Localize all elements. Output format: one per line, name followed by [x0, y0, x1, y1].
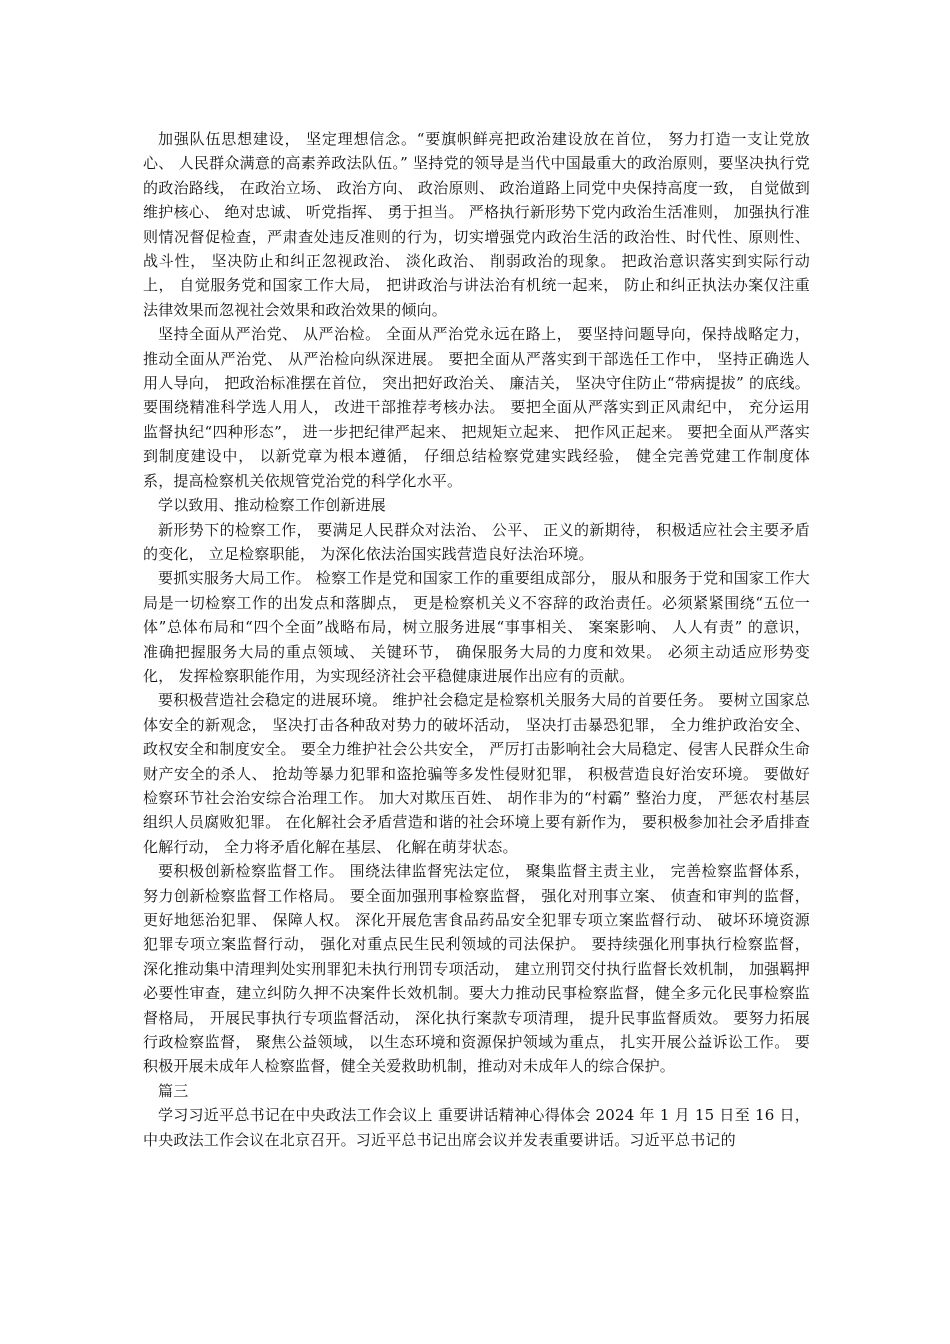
paragraph-team-building: 加强队伍思想建设， 坚定理想信念。“要旗帜鲜亮把政治建设放在首位， 努力打造一支让党放心、 人民群众满意的高素养政法队伍。” 坚持党的领导是当代中国最重大的政治原则，要坚决执行党的政治路线， 在政治立场、 政治方向、 政治原则、 政治道路上同党中央保持高度一致， 自觉做到维护核心、 绝对忠诚、 听党指挥、 勇于担当。 严格执行新形势下党内政治生活准则， 加强执行准则情况督促检查，严肃查处违反准则的行为，切实增强党内政治生活的政治性、时代性、原则性、 战斗性， 坚决防止和纠正忽视政治、 淡化政治、 削弱政治的现象。 把政治意识落实到实际行动上， 自觉服务党和国家工作大局， 把讲政治与讲法治有机统一起来， 防止和纠正执法办案仅注重法律效果而忽视社会效果和政治效果的倾向。: [143, 130, 810, 319]
paragraph-new-situation: 新形势下的检察工作， 要满足人民群众对法治、 公平、 正义的新期待， 积极适应社会主要矛盾的变化， 立足检察职能， 为深化依法治国实践营造良好法治环境。: [143, 520, 810, 563]
section-heading: 学以致用、推动检察工作创新进展: [158, 496, 387, 515]
paragraph-supervision-innovation: 要积极创新检察监督工作。 围绕法律监督宪法定位， 聚集监督主责主业， 完善检察监督体系， 努力创新检察监督工作格局。 要全面加强刑事检察监督， 强化对刑事立案、 侦查和审判的监督， 更好地惩治犯罪、 保障人权。 深化开展危害食品药品安全犯罪专项立案监督行动、 破坏环境资源犯罪专项立案监督行动， 强化对重点民生民利领域的司法保护。 要持续强化刑事执行检察监督， 深化推动集中清理判处实刑罪犯未执行刑罚专项活动， 建立刑罚交付执行监督长效机制， 加强羁押必要性审查，建立纠防久押不决案件长效机制。要大力推动民事检察监督，健全多元化民事检察监督格局， 开展民事执行专项监督活动， 深化执行案款专项清理， 提升民事监督质效。 要努力拓展行政检察监督， 聚焦公益领域， 以生态环境和资源保护领域为重点， 扎实开展公益诉讼工作。 要积极开展未成年人检察监督，健全关爱救助机制，推动对未成年人的综合保护。: [143, 862, 810, 1076]
paragraph-social-stability: 要积极营造社会稳定的进展环境。 维护社会稳定是检察机关服务大局的首要任务。 要树立国家总体安全的新观念， 坚决打击各种敌对势力的破坏活动， 坚决打击暴恐犯罪， 全力维护政治安全、 政权安全和制度安全。 要全力维护社会公共安全， 严厉打击影响社会大局稳定、侵害人民群众生命财产安全的杀人、 抢劫等暴力犯罪和盗抢骗等多发性侵财犯罪， 积极营造良好治安环境。 要做好检察环节社会治安综合治理工作。 加大对欺压百姓、 胡作非为的“村霸” 整治力度， 严惩农村基层组织人员腐败犯罪。 在化解社会矛盾营造和谐的社会环境上要有新作为， 要积极参加社会矛盾排查化解行动， 全力将矛盾化解在基层、 化解在萌芽状态。: [143, 691, 810, 856]
paragraph-serve-overall: 要抓实服务大局工作。 检察工作是党和国家工作的重要组成部分， 服从和服务于党和国家工作大局是一切检察工作的出发点和落脚点， 更是检察机关义不容辞的政治责任。必须紧紧围绕“五位一体”总体布局和“四个全面”战略布局，树立服务进展“事事相关、 案案影响、 人人有责” 的意识， 准确把握服务大局的重点领域、 关键环节， 确保服务大局的力度和效果。 必须主动适应形势变化， 发挥检察职能作用，为实现经济社会平稳健康进展作出应有的贡献。: [143, 569, 810, 685]
document-body: [143, 127, 810, 1152]
part-three-label: 篇三: [158, 1081, 189, 1100]
paragraph-study-notes: 学习习近平总书记在中央政法工作会议上 重要讲话精神心得体会 2024 年 1 月 15 日至 16 日，中央政法工作会议在北京召开。习近平总书记出席会议并发表重要讲话。习近平总书记的: [143, 1106, 810, 1149]
paragraph-strict-governance: 坚持全面从严治党、 从严治检。 全面从严治党永远在路上， 要坚持问题导向，保持战略定力， 推动全面从严治党、 从严治检向纵深进展。 要把全面从严落实到干部选任工作中， 坚持正确选人用人导向， 把政治标准摆在首位， 突出把好政治关、 廉洁关， 坚决守住防止“带病提拔” 的底线。 要围绕精准科学选人用人， 改进干部推荐考核办法。 要把全面从严落实到正风肃纪中， 充分运用监督执纪“四种形态”， 进一步把纪律严起来、 把规矩立起来、 把作风正起来。 要把全面从严落实到制度建设中， 以新党章为根本遵循， 仔细总结检察党建实践经验， 健全完善党建工作制度体系，提高检察机关依规管党治党的科学化水平。: [143, 325, 810, 490]
